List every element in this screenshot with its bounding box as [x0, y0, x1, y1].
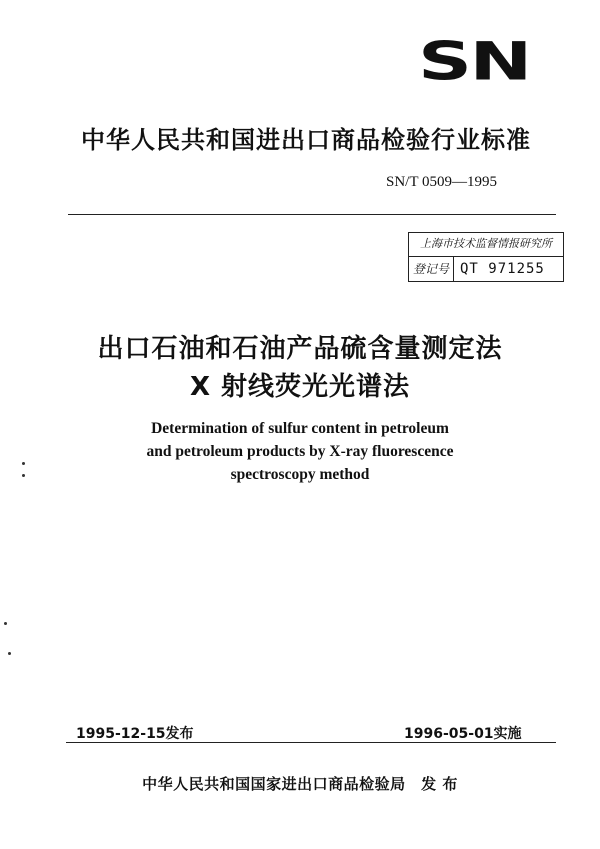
standard-number: SN/T 0509—1995: [386, 174, 497, 190]
scan-speck: [8, 652, 11, 655]
implementation-date: 1996-05-01实施: [404, 726, 522, 742]
issuing-authority: 中华人民共和国国家进出口商品检验局 发 布: [142, 775, 458, 793]
library-stamp: [408, 232, 564, 282]
scan-speck: [4, 622, 7, 625]
bottom-divider: [66, 742, 556, 743]
standard-category-title: 中华人民共和国进出口商品检验行业标准: [81, 126, 531, 154]
chinese-title-line-2: X 射线荧光光谱法: [189, 372, 411, 402]
english-title-line-2: and petroleum products by X-ray fluorescence: [146, 443, 454, 460]
stamp-registration-row: [409, 257, 563, 281]
stamp-registration-label: 登记号: [409, 257, 454, 281]
issue-date: 1995-12-15发布: [76, 726, 194, 742]
top-divider: [68, 214, 556, 215]
stamp-registration-number: QT 971255: [460, 261, 545, 277]
stamp-library-name: 上海市技术监督情报研究所: [409, 233, 563, 257]
scan-speck: [22, 462, 25, 465]
chinese-title-line-1: 出口石油和石油产品硫含量测定法: [97, 334, 503, 364]
english-title-line-3: spectroscopy method: [230, 466, 370, 483]
english-title-line-1: Determination of sulfur content in petroleum: [151, 420, 449, 437]
sn-logo: SN: [418, 30, 530, 93]
scan-speck: [22, 474, 25, 477]
